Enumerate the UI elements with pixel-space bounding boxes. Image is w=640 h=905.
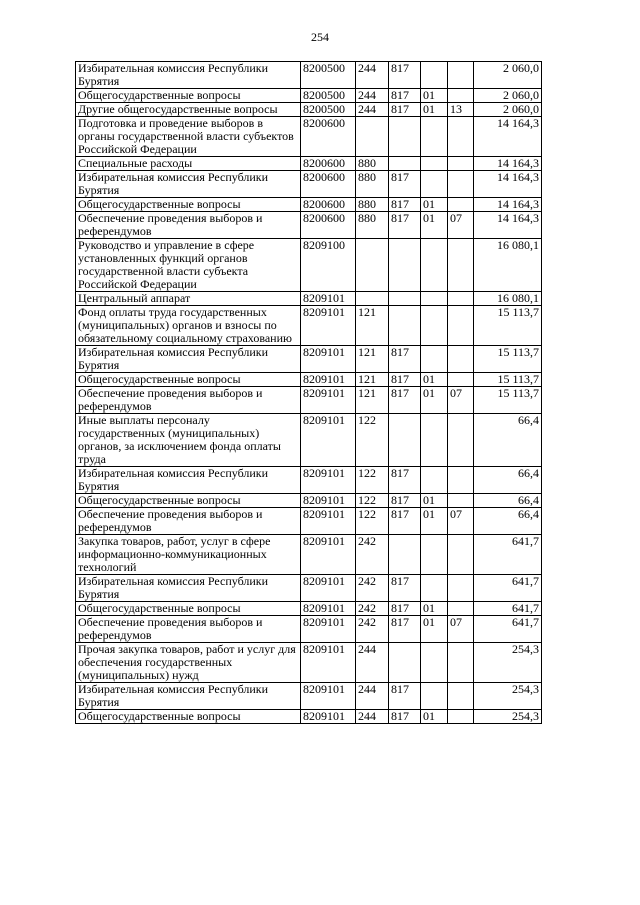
amount-cell: 14 164,3 bbox=[474, 117, 542, 157]
expense-type-code-cell: 244 bbox=[356, 103, 389, 117]
budget-holder-code-cell: 817 bbox=[389, 212, 421, 239]
row-name-cell: Избирательная комиссия Республики Бурятия bbox=[76, 683, 301, 710]
subsection-code-cell: 07 bbox=[448, 387, 474, 414]
row-name-cell: Другие общегосударственные вопросы bbox=[76, 103, 301, 117]
budget-holder-code-cell bbox=[389, 239, 421, 292]
target-article-code-cell: 8209101 bbox=[301, 602, 356, 616]
target-article-code-cell: 8200600 bbox=[301, 212, 356, 239]
target-article-code-cell: 8200500 bbox=[301, 103, 356, 117]
table-row bbox=[76, 171, 542, 198]
subsection-code-cell bbox=[448, 62, 474, 89]
section-code-cell: 01 bbox=[421, 103, 448, 117]
subsection-code-cell: 07 bbox=[448, 508, 474, 535]
amount-cell: 14 164,3 bbox=[474, 157, 542, 171]
amount-cell: 14 164,3 bbox=[474, 212, 542, 239]
section-code-cell: 01 bbox=[421, 616, 448, 643]
target-article-code-cell: 8209101 bbox=[301, 508, 356, 535]
section-code-cell: 01 bbox=[421, 494, 448, 508]
budget-holder-code-cell: 817 bbox=[389, 387, 421, 414]
budget-holder-code-cell: 817 bbox=[389, 508, 421, 535]
amount-cell: 2 060,0 bbox=[474, 89, 542, 103]
expense-type-code-cell: 122 bbox=[356, 494, 389, 508]
target-article-code-cell: 8200600 bbox=[301, 198, 356, 212]
subsection-code-cell bbox=[448, 602, 474, 616]
row-name-cell: Прочая закупка товаров, работ и услуг для обеспечения государственных (муниципальных) нужд bbox=[76, 643, 301, 683]
row-name-cell: Общегосударственные вопросы bbox=[76, 710, 301, 724]
amount-cell: 14 164,3 bbox=[474, 171, 542, 198]
section-code-cell bbox=[421, 683, 448, 710]
section-code-cell bbox=[421, 292, 448, 306]
row-name-cell: Фонд оплаты труда государственных (муниципальных) органов и взносы по обязательному социальному страхованию bbox=[76, 306, 301, 346]
expense-type-code-cell: 121 bbox=[356, 306, 389, 346]
expense-type-code-cell bbox=[356, 239, 389, 292]
section-code-cell: 01 bbox=[421, 212, 448, 239]
target-article-code-cell: 8209101 bbox=[301, 467, 356, 494]
table-row bbox=[76, 710, 542, 724]
table-row bbox=[76, 602, 542, 616]
section-code-cell: 01 bbox=[421, 508, 448, 535]
table-row bbox=[76, 306, 542, 346]
target-article-code-cell: 8209101 bbox=[301, 306, 356, 346]
amount-cell: 641,7 bbox=[474, 575, 542, 602]
amount-cell: 15 113,7 bbox=[474, 373, 542, 387]
expense-type-code-cell bbox=[356, 117, 389, 157]
row-name-cell: Общегосударственные вопросы bbox=[76, 494, 301, 508]
amount-cell: 2 060,0 bbox=[474, 62, 542, 89]
target-article-code-cell: 8209101 bbox=[301, 535, 356, 575]
subsection-code-cell bbox=[448, 575, 474, 602]
expense-type-code-cell: 880 bbox=[356, 157, 389, 171]
subsection-code-cell: 07 bbox=[448, 212, 474, 239]
budget-holder-code-cell bbox=[389, 117, 421, 157]
subsection-code-cell bbox=[448, 643, 474, 683]
subsection-code-cell bbox=[448, 467, 474, 494]
expense-type-code-cell: 122 bbox=[356, 508, 389, 535]
budget-holder-code-cell: 817 bbox=[389, 171, 421, 198]
budget-holder-code-cell: 817 bbox=[389, 616, 421, 643]
target-article-code-cell: 8209101 bbox=[301, 616, 356, 643]
budget-holder-code-cell bbox=[389, 157, 421, 171]
subsection-code-cell bbox=[448, 157, 474, 171]
subsection-code-cell bbox=[448, 414, 474, 467]
budget-holder-code-cell: 817 bbox=[389, 683, 421, 710]
amount-cell: 16 080,1 bbox=[474, 292, 542, 306]
subsection-code-cell bbox=[448, 346, 474, 373]
row-name-cell: Общегосударственные вопросы bbox=[76, 89, 301, 103]
expense-type-code-cell: 121 bbox=[356, 346, 389, 373]
section-code-cell: 01 bbox=[421, 373, 448, 387]
target-article-code-cell: 8209101 bbox=[301, 575, 356, 602]
budget-holder-code-cell: 817 bbox=[389, 575, 421, 602]
amount-cell: 15 113,7 bbox=[474, 346, 542, 373]
amount-cell: 641,7 bbox=[474, 535, 542, 575]
expense-type-code-cell: 242 bbox=[356, 616, 389, 643]
budget-holder-code-cell: 817 bbox=[389, 467, 421, 494]
table-row bbox=[76, 89, 542, 103]
row-name-cell: Избирательная комиссия Республики Бурятия bbox=[76, 467, 301, 494]
amount-cell: 254,3 bbox=[474, 710, 542, 724]
amount-cell: 15 113,7 bbox=[474, 306, 542, 346]
table-row bbox=[76, 387, 542, 414]
subsection-code-cell bbox=[448, 171, 474, 198]
expense-type-code-cell: 121 bbox=[356, 373, 389, 387]
section-code-cell: 01 bbox=[421, 710, 448, 724]
budget-holder-code-cell bbox=[389, 535, 421, 575]
target-article-code-cell: 8200600 bbox=[301, 157, 356, 171]
amount-cell: 2 060,0 bbox=[474, 103, 542, 117]
section-code-cell bbox=[421, 414, 448, 467]
table-row bbox=[76, 239, 542, 292]
row-name-cell: Общегосударственные вопросы bbox=[76, 373, 301, 387]
section-code-cell bbox=[421, 535, 448, 575]
amount-cell: 15 113,7 bbox=[474, 387, 542, 414]
expense-type-code-cell: 244 bbox=[356, 62, 389, 89]
row-name-cell: Руководство и управление в сфере установленных функций органов государственной власти субъекта Российской Федерации bbox=[76, 239, 301, 292]
amount-cell: 66,4 bbox=[474, 467, 542, 494]
section-code-cell bbox=[421, 117, 448, 157]
subsection-code-cell bbox=[448, 198, 474, 212]
table-row bbox=[76, 467, 542, 494]
row-name-cell: Обеспечение проведения выборов и референдумов bbox=[76, 387, 301, 414]
target-article-code-cell: 8209101 bbox=[301, 683, 356, 710]
target-article-code-cell: 8209101 bbox=[301, 643, 356, 683]
amount-cell: 641,7 bbox=[474, 616, 542, 643]
table-row bbox=[76, 575, 542, 602]
table-row bbox=[76, 157, 542, 171]
row-name-cell: Обеспечение проведения выборов и референдумов bbox=[76, 212, 301, 239]
target-article-code-cell: 8209101 bbox=[301, 710, 356, 724]
row-name-cell: Избирательная комиссия Республики Бурятия bbox=[76, 575, 301, 602]
subsection-code-cell bbox=[448, 683, 474, 710]
expense-type-code-cell: 242 bbox=[356, 602, 389, 616]
table-row bbox=[76, 212, 542, 239]
table-row bbox=[76, 346, 542, 373]
expense-type-code-cell: 244 bbox=[356, 683, 389, 710]
amount-cell: 66,4 bbox=[474, 508, 542, 535]
row-name-cell: Центральный аппарат bbox=[76, 292, 301, 306]
budget-holder-code-cell bbox=[389, 292, 421, 306]
table-row bbox=[76, 103, 542, 117]
subsection-code-cell bbox=[448, 710, 474, 724]
section-code-cell bbox=[421, 306, 448, 346]
target-article-code-cell: 8209101 bbox=[301, 494, 356, 508]
table-row bbox=[76, 616, 542, 643]
row-name-cell: Избирательная комиссия Республики Бурятия bbox=[76, 346, 301, 373]
table-row bbox=[76, 508, 542, 535]
table-row bbox=[76, 683, 542, 710]
table-row bbox=[76, 117, 542, 157]
target-article-code-cell: 8209101 bbox=[301, 373, 356, 387]
table-row bbox=[76, 198, 542, 212]
row-name-cell: Избирательная комиссия Республики Бурятия bbox=[76, 171, 301, 198]
target-article-code-cell: 8200500 bbox=[301, 89, 356, 103]
expense-type-code-cell: 244 bbox=[356, 89, 389, 103]
row-name-cell: Специальные расходы bbox=[76, 157, 301, 171]
expense-type-code-cell: 244 bbox=[356, 710, 389, 724]
section-code-cell: 01 bbox=[421, 198, 448, 212]
table-row bbox=[76, 62, 542, 89]
row-name-cell: Обеспечение проведения выборов и референдумов bbox=[76, 508, 301, 535]
subsection-code-cell bbox=[448, 239, 474, 292]
target-article-code-cell: 8200600 bbox=[301, 117, 356, 157]
subsection-code-cell bbox=[448, 89, 474, 103]
target-article-code-cell: 8209101 bbox=[301, 346, 356, 373]
budget-holder-code-cell: 817 bbox=[389, 373, 421, 387]
subsection-code-cell bbox=[448, 535, 474, 575]
budget-holder-code-cell bbox=[389, 643, 421, 683]
expense-type-code-cell: 122 bbox=[356, 467, 389, 494]
amount-cell: 641,7 bbox=[474, 602, 542, 616]
budget-table-body bbox=[76, 62, 542, 724]
page-number: 254 bbox=[311, 30, 329, 44]
row-name-cell: Иные выплаты персоналу государственных (муниципальных) органов, за исключением фонда оплаты труда bbox=[76, 414, 301, 467]
row-name-cell: Подготовка и проведение выборов в органы государственной власти субъектов Российской Федерации bbox=[76, 117, 301, 157]
expense-type-code-cell bbox=[356, 292, 389, 306]
amount-cell: 254,3 bbox=[474, 683, 542, 710]
subsection-code-cell bbox=[448, 306, 474, 346]
section-code-cell: 01 bbox=[421, 602, 448, 616]
row-name-cell: Закупка товаров, работ, услуг в сфере информационно-коммуникационных технологий bbox=[76, 535, 301, 575]
row-name-cell: Общегосударственные вопросы bbox=[76, 198, 301, 212]
budget-holder-code-cell: 817 bbox=[389, 710, 421, 724]
subsection-code-cell bbox=[448, 292, 474, 306]
expense-type-code-cell: 244 bbox=[356, 643, 389, 683]
expense-type-code-cell: 122 bbox=[356, 414, 389, 467]
section-code-cell bbox=[421, 239, 448, 292]
subsection-code-cell: 13 bbox=[448, 103, 474, 117]
budget-holder-code-cell: 817 bbox=[389, 346, 421, 373]
expense-type-code-cell: 880 bbox=[356, 198, 389, 212]
budget-holder-code-cell: 817 bbox=[389, 602, 421, 616]
amount-cell: 254,3 bbox=[474, 643, 542, 683]
section-code-cell bbox=[421, 157, 448, 171]
amount-cell: 16 080,1 bbox=[474, 239, 542, 292]
budget-holder-code-cell: 817 bbox=[389, 494, 421, 508]
target-article-code-cell: 8209100 bbox=[301, 239, 356, 292]
section-code-cell bbox=[421, 643, 448, 683]
section-code-cell bbox=[421, 467, 448, 494]
row-name-cell: Обеспечение проведения выборов и референдумов bbox=[76, 616, 301, 643]
target-article-code-cell: 8209101 bbox=[301, 414, 356, 467]
expense-type-code-cell: 880 bbox=[356, 171, 389, 198]
target-article-code-cell: 8200500 bbox=[301, 62, 356, 89]
target-article-code-cell: 8200600 bbox=[301, 171, 356, 198]
section-code-cell bbox=[421, 62, 448, 89]
section-code-cell: 01 bbox=[421, 387, 448, 414]
budget-holder-code-cell bbox=[389, 414, 421, 467]
budget-holder-code-cell: 817 bbox=[389, 198, 421, 212]
amount-cell: 66,4 bbox=[474, 414, 542, 467]
target-article-code-cell: 8209101 bbox=[301, 387, 356, 414]
budget-table bbox=[75, 61, 542, 724]
table-row bbox=[76, 535, 542, 575]
row-name-cell: Общегосударственные вопросы bbox=[76, 602, 301, 616]
target-article-code-cell: 8209101 bbox=[301, 292, 356, 306]
subsection-code-cell: 07 bbox=[448, 616, 474, 643]
section-code-cell: 01 bbox=[421, 89, 448, 103]
table-row bbox=[76, 494, 542, 508]
budget-holder-code-cell bbox=[389, 306, 421, 346]
expense-type-code-cell: 242 bbox=[356, 535, 389, 575]
subsection-code-cell bbox=[448, 373, 474, 387]
table-row bbox=[76, 373, 542, 387]
table-row bbox=[76, 292, 542, 306]
budget-holder-code-cell: 817 bbox=[389, 62, 421, 89]
expense-type-code-cell: 880 bbox=[356, 212, 389, 239]
expense-type-code-cell: 242 bbox=[356, 575, 389, 602]
section-code-cell bbox=[421, 171, 448, 198]
budget-holder-code-cell: 817 bbox=[389, 103, 421, 117]
subsection-code-cell bbox=[448, 117, 474, 157]
section-code-cell bbox=[421, 575, 448, 602]
budget-holder-code-cell: 817 bbox=[389, 89, 421, 103]
row-name-cell: Избирательная комиссия Республики Бурятия bbox=[76, 62, 301, 89]
table-row bbox=[76, 414, 542, 467]
amount-cell: 14 164,3 bbox=[474, 198, 542, 212]
expense-type-code-cell: 121 bbox=[356, 387, 389, 414]
table-row bbox=[76, 643, 542, 683]
subsection-code-cell bbox=[448, 494, 474, 508]
section-code-cell bbox=[421, 346, 448, 373]
amount-cell: 66,4 bbox=[474, 494, 542, 508]
